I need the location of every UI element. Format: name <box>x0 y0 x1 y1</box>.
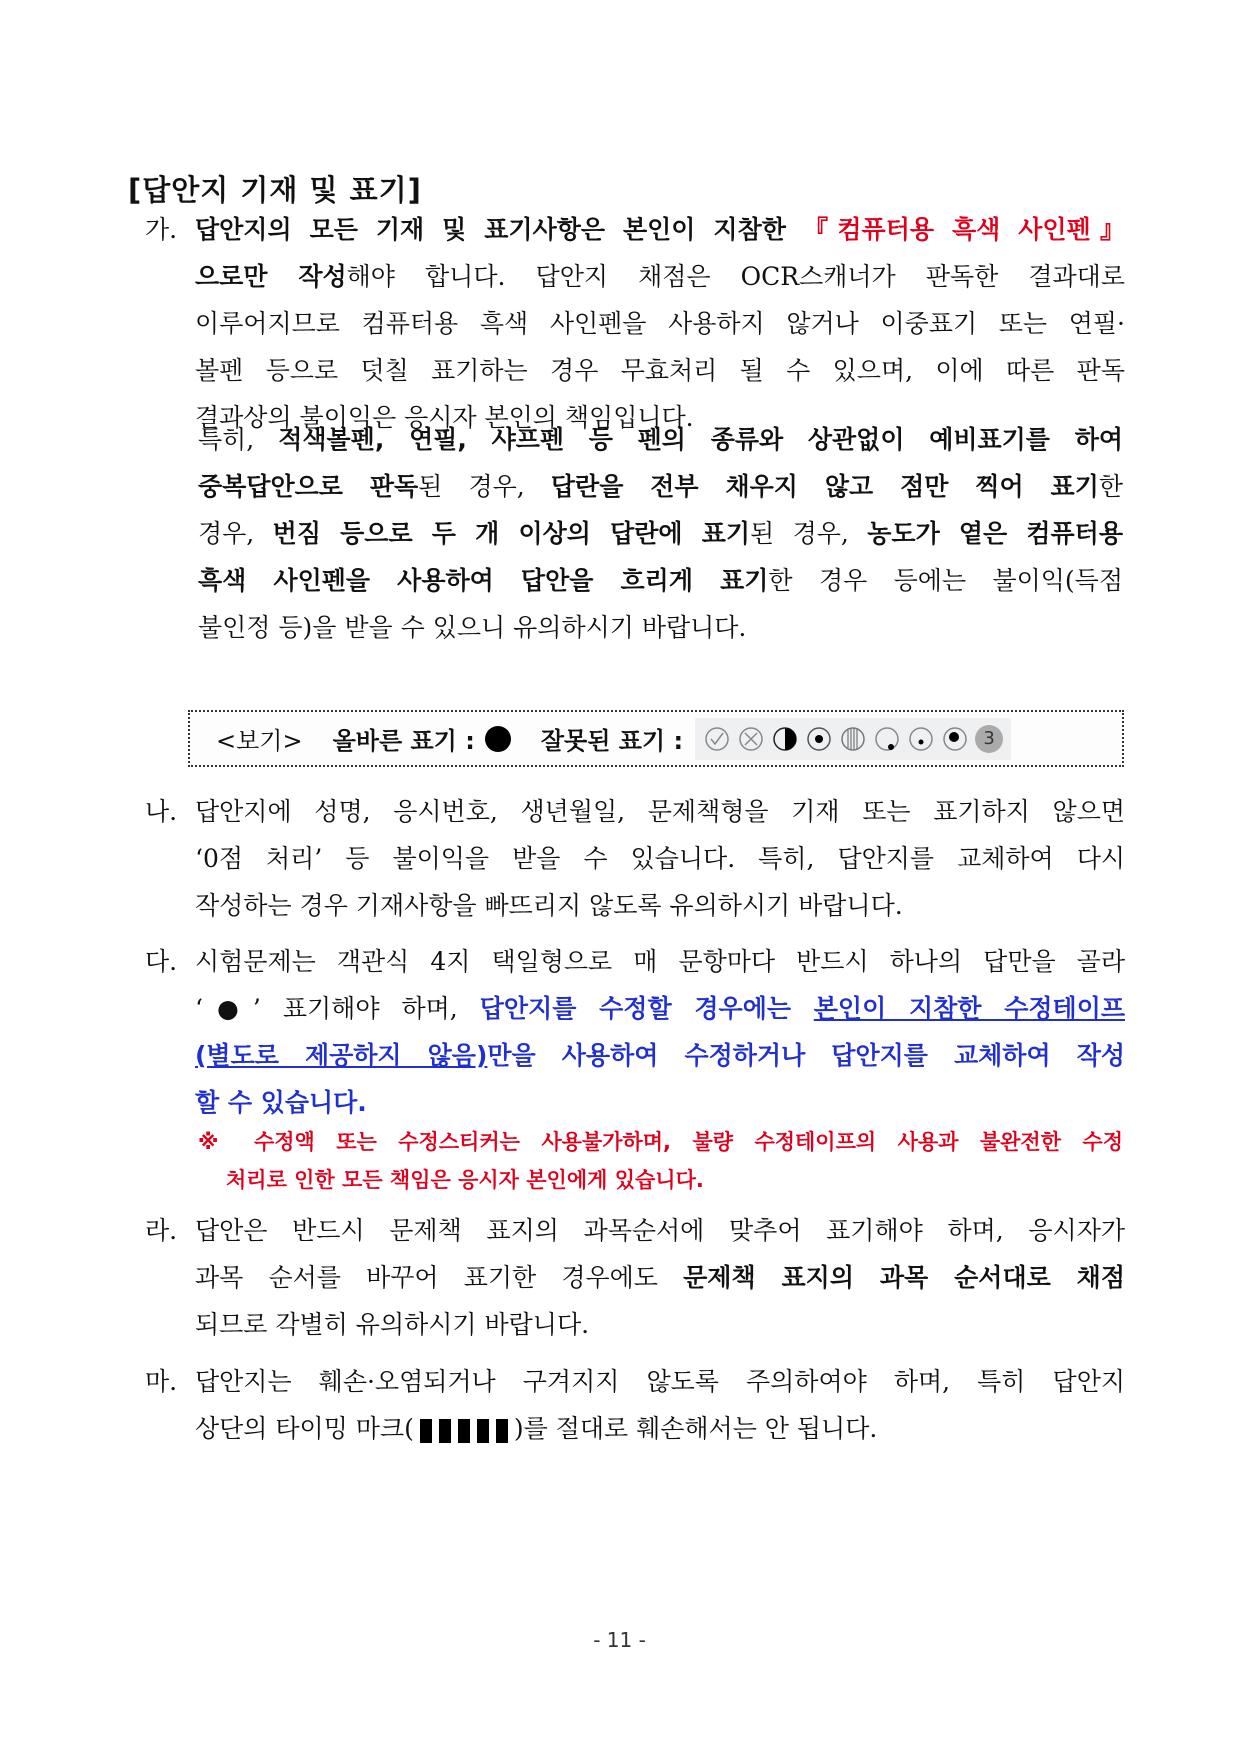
x-circle-icon <box>737 725 765 753</box>
gray-numbered-circle-icon: 3 <box>975 725 1003 753</box>
correction-tape-text: 본인이 지참한 수정테이프 <box>813 994 1125 1023</box>
item-ma: 마. 답안지는 훼손·오염되거나 구겨지지 않도록 주의하여야 하며, 특히 답안지 상단의 타이밍 마크( )를 절대로 훼손해서는 안 됩니다. <box>145 1358 1125 1452</box>
marking-example-box <box>188 710 1124 767</box>
item-ra: 라. 답안은 반드시 문제책 표지의 과목순서에 맞추어 표기해야 하며, 응시자가 과목 순서를 바꾸어 표기한 경우에도 문제책 표지의 과목 순서대로 채점 되므로 각별히 유의하시기 바랍니다. <box>145 1207 1125 1348</box>
dot-circle-icon <box>805 725 833 753</box>
item-na: 나. 답안지에 성명, 응시번호, 생년월일, 문제책형을 기재 또는 표기하지 않으면 ‘0점 처리’ 등 불이익을 받을 수 있습니다. 특히, 답안지를 교체하여 다시 작성하는 경우 기재사항을 빠뜨리지 않도록 유의하시기 바랍니다. <box>145 788 1125 929</box>
check-circle-icon <box>703 725 731 753</box>
timing-mark-icon <box>420 1419 508 1443</box>
item-marker: 라. <box>145 1216 178 1245</box>
item-marker: 마. <box>145 1367 178 1396</box>
item-marker: 다. <box>145 947 178 976</box>
partial-fill-circle-icon <box>941 725 969 753</box>
small-dot-circle-icon <box>907 725 935 753</box>
example-label: <보기> <box>216 727 303 755</box>
filled-circle-icon <box>485 726 511 752</box>
item-marker: 나. <box>145 797 178 826</box>
item-da: 다. 시험문제는 객관식 4지 택일형으로 매 문항마다 반드시 하나의 답만을 골라 ‘●’ 표기해야 하며, 답안지를 수정할 경우에는 본인이 지참한 수정테이프 (별도로 제공하지 않음)만을 사용하여 수정하거나 답안지를 교체하여 작성 할 수 있습니다. <box>145 938 1125 1126</box>
item-ga: 가. 답안지의 모든 기재 및 표기사항은 본인이 지참한 『컴퓨터용 흑색 사인펜』 으로만 작성해야 합니다. 답안지 채점은 OCR스캐너가 판독한 결과대로 이루어지므로 컴퓨터용 흑색 사인펜을 사용하지 않거나 이중표기 또는 연필· 볼펜 등으로 덧칠 표기하는 경우 무효처리 될 수 있으며, 이에 따른 판독 결과상의 불이익은 응시자 본인의 책임입니다. <box>145 206 1125 441</box>
item-marker: 가. <box>145 215 178 244</box>
striped-circle-icon <box>839 725 867 753</box>
incorrect-markings-strip <box>695 718 1011 760</box>
corner-dot-circle-icon <box>873 725 901 753</box>
red-warning-note: ※ 수정액 또는 수정스티커는 사용불가하며, 불량 수정테이프의 사용과 불완전한 수정 처리로 인한 모든 책임은 응시자 본인에게 있습니다. <box>198 1130 1123 1192</box>
section-heading: [답안지 기재 및 표기] <box>128 173 422 207</box>
ga-red-pen-text: 『컴퓨터용 흑색 사인펜』 <box>803 215 1125 244</box>
special-note: 특히, 적색볼펜, 연필, 샤프펜 등 펜의 종류와 상관없이 예비표기를 하여 중복답안으로 판독된 경우, 답란을 전부 채우지 않고 점만 찍어 표기한 경우, 번짐 등으로 두 개 이상의 답란에 표기된 경우, 농도가 옅은 컴퓨터용 흑색 사인펜을 사용하여 답안을 흐리게 표기한 경우 등에는 불이익(득점 불인정 등)을 받을 수 있으니 유의하시기 바랍니다. <box>198 425 1124 642</box>
half-filled-circle-icon <box>771 725 799 753</box>
page-number: - 11 - <box>593 1628 646 1652</box>
correct-marking-label: 올바른 표기 : <box>332 727 475 755</box>
ga-bold-text: 답안지의 모든 기재 및 표기사항은 본인이 지참한 <box>195 215 786 244</box>
incorrect-marking-label: 잘못된 표기 : <box>540 727 684 755</box>
